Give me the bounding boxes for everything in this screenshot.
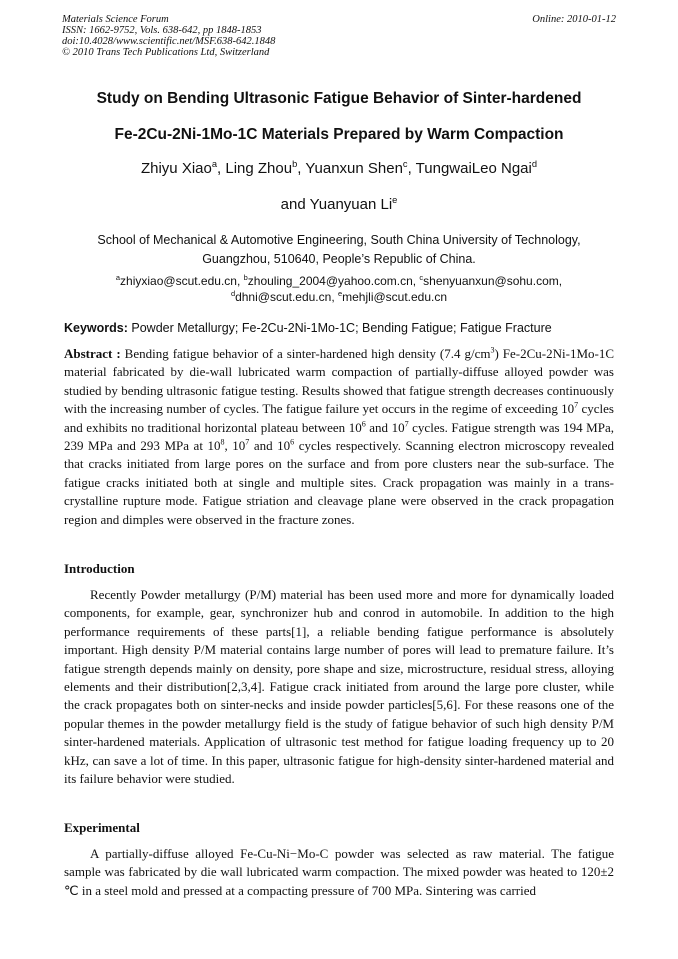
journal-header — [62, 14, 616, 58]
author-mark: a — [211, 159, 218, 169]
introduction-heading: Introduction — [64, 561, 135, 576]
affiliation-line-1: School of Mechanical & Automotive Engineering, South China University of Technology, — [97, 233, 581, 247]
abstract-sup: 6 — [361, 419, 366, 429]
email-a: zhiyxiao@scut.edu.cn, — [120, 274, 241, 288]
abstract-sup: 7 — [404, 419, 409, 429]
doi-line: doi:10.4028/www.scientific.net/MSF.638-642.1848 — [62, 36, 276, 47]
author-line-2: and Yuanyuan Li$^e$ — [280, 195, 398, 213]
abstract-sup: 3 — [490, 345, 495, 355]
email-b: zhouling_2004@yahoo.com.cn, — [247, 274, 417, 288]
experimental-heading: Experimental — [64, 820, 140, 835]
abstract-sup: 7 — [574, 400, 579, 410]
author-emails — [40, 273, 638, 305]
author-line-1: Zhiyu Xiao$^a$, Ling Zhou$^b$, Yuanxun Shen$^c$, TungwaiLeo Ngai$^d$ — [140, 159, 538, 177]
keywords-label: Keywords: — [64, 321, 128, 335]
keywords-text: Powder Metallurgy; Fe-2Cu-2Ni-1Mo-1C; Bending Fatigue; Fatigue Fracture — [131, 321, 552, 335]
paper-title-line-1: Study on Bending Ultrasonic Fatigue Behavior of Sinter-hardened — [96, 90, 582, 107]
affiliation — [40, 231, 638, 269]
email-c: shenyuanxun@sohu.com, — [423, 274, 563, 288]
author-name: Yuanxun Shen — [305, 160, 403, 177]
author-mark: c — [402, 159, 408, 169]
issn-line: ISSN: 1662-9752, Vols. 638-642, pp 1848-1853 — [62, 25, 262, 36]
journal-name: Materials Science Forum — [62, 14, 169, 25]
email-d: dhni@scut.edu.cn, — [235, 290, 335, 304]
abstract-text: cycles. Fatigue strength was 194 MPa, 239 MPa and 293 MPa at 10 — [64, 419, 614, 454]
author-mark: e — [392, 195, 398, 205]
abstract-text: cycles respectively. Scanning electron microscopy revealed that cracks initiated from large pores on the surface and from pore clusters near the sub-surface. The fatigue cracks initiated both at single and multiple sites. Crack propagation was mainly in a trans-crystalline rupture mode. Fatigue striation and cleavage plane were observed in the crack propagation region and dimples were observed in the fracture zones. — [64, 438, 615, 527]
email-e: mehjli@scut.edu.cn — [342, 290, 448, 304]
introduction-text: Recently Powder metallurgy (P/M) material has been used more and more for dynamically loaded components, for example, gear, synchronizer hub and conrod in automobile. In addition to the high performance requirements of these parts[1], a reliable bending fatigue performance is absolutely important. High density P/M material contains large number of pores will lead to premature failure. It’s fatigue strength depends mainly on density, pore shape and size, microstructure, residual stress, alloying elements and their distribution[2,3,4]. Fatigue crack initiated from around the large pore cluster, while the crack propagates both on sinter-necks and inside powder particles[5,6]. For these reasons one of the popular themes in the powder metallurgy field is the study of fatigue behavior of such high density P/M sinter-hardened materials. Application of ultrasonic test method for fatigue loading frequency up to 20 kHz, can save a lot of time. In this paper, ultrasonic fatigue for high-density sinter-hardened material and its failure behavior were studied. — [64, 587, 614, 787]
abstract-label: Abstract : — [64, 346, 121, 361]
author-name: Zhiyu Xiao — [140, 160, 212, 177]
email-line-2: $^d$dhni@scut.edu.cn, $^e$mehjli@scut.edu.cn — [230, 289, 448, 304]
email-line-1: $^a$zhiyxiao@scut.edu.cn, $^b$zhouling_2004@yahoo.com.cn, $^c$shenyuanxun@sohu.com, — [115, 273, 563, 288]
paper-title-line-2: Fe-2Cu-2Ni-1Mo-1C Materials Prepared by Warm Compaction — [114, 126, 564, 143]
copyright-line: © 2010 Trans Tech Publications Ltd, Switzerland — [62, 47, 270, 58]
author-name: Ling Zhou — [225, 160, 293, 177]
abstract-text: and 10 — [365, 419, 405, 435]
abstract-text: Bending fatigue behavior of a sinter-hardened high density (7.4 g/cm — [124, 346, 491, 361]
author-name: Yuanyuan Li — [309, 196, 393, 213]
online-date: Online: 2010-01-12 — [532, 14, 616, 25]
abstract-sup: 7 — [245, 437, 250, 447]
abstract-text: , 10 — [224, 438, 246, 454]
abstract-sup: 8 — [220, 437, 225, 447]
author-name: TungwaiLeo Ngai — [415, 160, 532, 177]
author-mark: b — [292, 159, 298, 169]
affiliation-line-2: Guangzhou, 510640, People’s Republic of China. — [202, 252, 476, 266]
abstract-text: cycles and exhibits no traditional horizontal plateau between 10 — [64, 401, 614, 435]
abstract-sup: 6 — [290, 437, 295, 447]
author-mark: d — [531, 159, 538, 169]
abstract — [64, 345, 614, 529]
keywords — [64, 321, 624, 335]
abstract-text: ) Fe-2Cu-2Ni-1Mo-1C material fabricated by die-wall lubricated warm compaction of partially-diffuse alloyed powder was studied by bending ultrasonic fatigue testing. Results showed that fatigue strength decreases continuously with the increasing number of cycles. The fatigue failure yet occurs in the regime of exceeding 10 — [64, 346, 615, 417]
abstract-text: and 10 — [249, 438, 291, 454]
experimental-text: A partially-diffuse alloyed Fe-Cu-Ni−Mo-C powder was selected as raw material. The fatigue sample was fabricated by die wall lubricated warm compaction. The mixed powder was heated to 120±2 ℃ in a steel mold and pressed at a compacting pressure of 700 MPa. Sintering was carried — [64, 846, 614, 898]
